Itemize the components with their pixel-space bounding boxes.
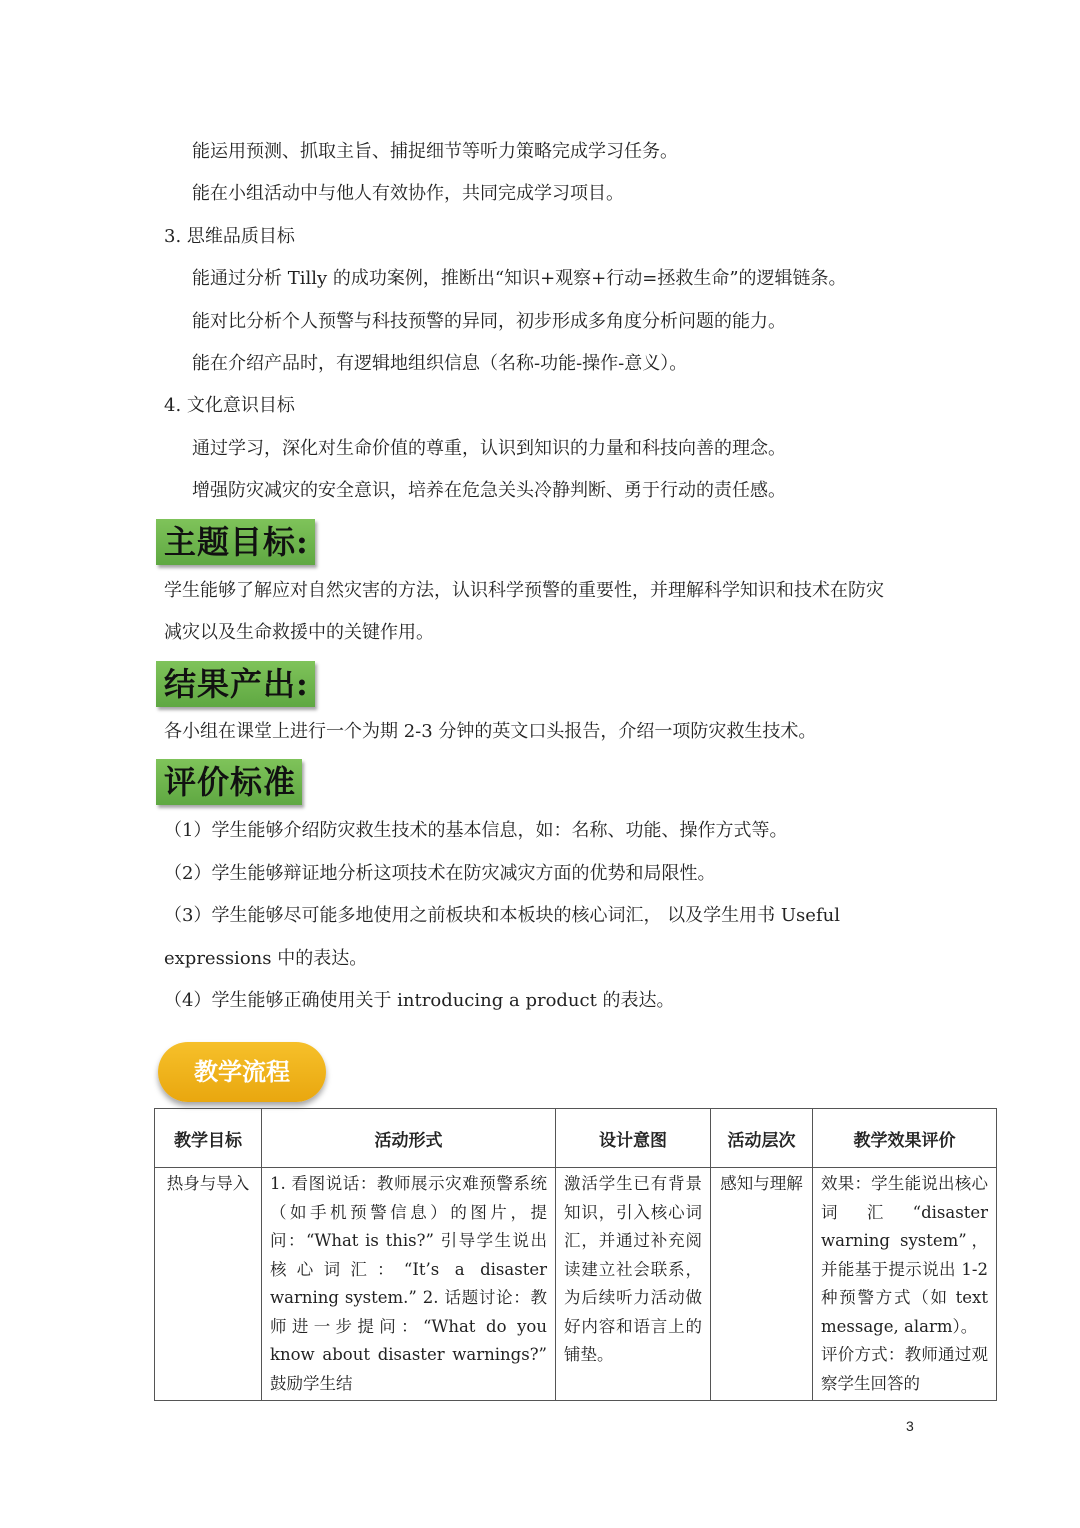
theme-goal-heading: 主题目标: [156,519,315,565]
header-intent: 设计意图 [556,1109,711,1168]
criteria-line: （3）学生能够尽可能多地使用之前板块和本板块的核心词汇， 以及学生用书 Useful [164,905,840,926]
outcome-line: 各小组在课堂上进行一个为期 2-3 分钟的英文口头报告，介绍一项防灾救生技术。 [164,721,817,742]
theme-goal-line: 减灾以及生命救援中的关键作用。 [164,622,434,643]
intent-text: 激活学生已有背景知识，引入核心词汇，并通过补充阅读建立社会联系，为后续听力活动做好内容和语言上的铺垫。 [564,1174,702,1364]
cell-goal [155,1168,262,1401]
header-level: 活动层次 [711,1109,813,1168]
culture-objective-heading: 4. 文化意识目标 [164,395,295,416]
criteria-line: （4）学生能够正确使用关于 introducing a product 的表达。 [164,990,675,1011]
theme-goal-line: 学生能够了解应对自然灾害的方法，认识科学预警的重要性，并理解科学知识和技术在防灾 [164,580,884,601]
cell-evaluation [813,1168,997,1401]
criteria-line: expressions 中的表达。 [164,948,368,969]
goal-text: 热身与导入 [166,1174,250,1193]
culture-objective-line: 通过学习，深化对生命价值的尊重，认识到知识的力量和科技向善的理念。 [192,438,786,459]
level-text: 感知与理解 [720,1174,803,1193]
header-goal: 教学目标 [155,1109,262,1168]
criteria-heading: 评价标准 [156,759,302,805]
header-activity: 活动形式 [262,1109,556,1168]
criteria-line: （2）学生能够辩证地分析这项技术在防灾减灾方面的优势和局限性。 [164,863,716,884]
page-number: 3 [906,1418,914,1434]
skill-objective-line: 能在小组活动中与他人有效协作，共同完成学习项目。 [192,183,624,204]
skill-objective-line: 能运用预测、抓取主旨、捕捉细节等听力策略完成学习任务。 [192,141,678,162]
activity-text: 1. 看图说话：教师展示灾难预警系统（如手机预警信息）的图片，提问：“What is this?” 引导学生说出核心词汇：“It’s a disaster warning system.” 2. 话题讨论：教师进一步提问：“What do you know about disaster warnings?” 鼓励学生结 [270,1174,547,1393]
cell-level [711,1168,813,1401]
table-row [155,1168,997,1401]
teaching-flow-table [154,1108,997,1401]
thinking-objective-heading: 3. 思维品质目标 [164,226,295,247]
table-header-row [155,1109,997,1168]
thinking-objective-line: 能在介绍产品时，有逻辑地组织信息（名称-功能-操作-意义）。 [192,353,688,374]
criteria-line: （1）学生能够介绍防灾救生技术的基本信息，如：名称、功能、操作方式等。 [164,820,788,841]
evaluation-effect-text: 效果：学生能说出核心词汇“disaster warning system”，并能基于提示说出 1-2 种预警方式（如 text message, alarm）。 [821,1174,988,1336]
teaching-flow-badge: 教学流程 [158,1042,326,1102]
cell-intent [556,1168,711,1401]
cell-activity [262,1168,556,1401]
thinking-objective-line: 能通过分析 Tilly 的成功案例，推断出“知识+观察+行动=拯救生命”的逻辑链条。 [192,268,847,289]
culture-objective-line: 增强防灾减灾的安全意识，培养在危急关头冷静判断、勇于行动的责任感。 [192,480,786,501]
header-evaluation: 教学效果评价 [813,1109,997,1168]
evaluation-method-text: 评价方式：教师通过观察学生回答的 [821,1345,988,1393]
outcome-heading: 结果产出: [156,661,315,707]
thinking-objective-line: 能对比分析个人预警与科技预警的异同，初步形成多角度分析问题的能力。 [192,311,786,332]
